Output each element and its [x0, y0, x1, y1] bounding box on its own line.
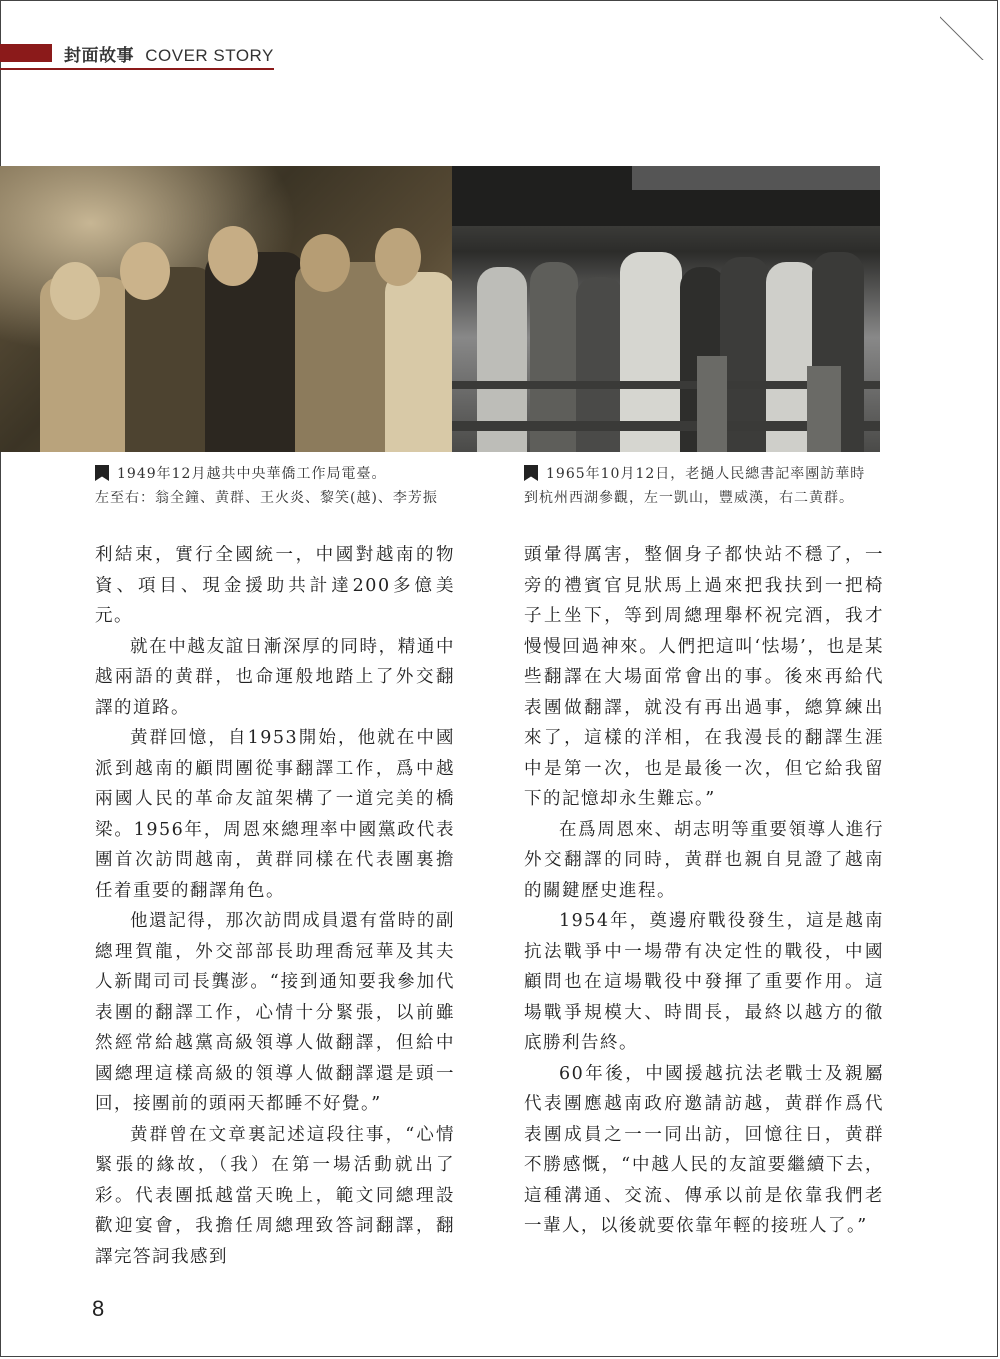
photo-figure-head	[50, 262, 100, 320]
photo-figure-head	[120, 242, 170, 300]
body-paragraph: 他還記得，那次訪問成員還有當時的副總理賀龍，外交部部長助理喬冠華及其夫人新聞司司長龔澎。“接到通知要我參加代表團的翻譯工作，心情十分緊張，以前雖然經常給越黨高級領導人做翻譯，但給中國總理這樣高級的領導人做翻譯還是頭一回，接團前的頭兩天都睡不好覺。”	[95, 911, 455, 1114]
photo-post	[697, 356, 727, 452]
photo-post	[807, 366, 841, 452]
body-paragraph: 在爲周恩來、胡志明等重要領導人進行外交翻譯的同時，黄群也親自見證了越南的關鍵歷史進程。	[524, 819, 884, 901]
page-corner-fold	[940, 0, 1000, 60]
page-number: 8	[92, 1296, 105, 1321]
photo-figure-head	[208, 226, 258, 286]
body-column-right	[524, 540, 884, 1242]
photo-figure-head	[375, 228, 421, 286]
caption-left-line1: 1949年12月越共中央華僑工作局電臺。	[117, 466, 387, 482]
caption-right-line1: 1965年10月12日，老撾人民總書記率團訪華時	[546, 466, 866, 482]
photo-pavilion-roof	[632, 166, 880, 190]
section-title	[64, 41, 274, 66]
bookmark-icon	[95, 465, 109, 481]
section-header	[0, 38, 280, 68]
photo-caption-left	[95, 462, 465, 510]
caption-right-line2: 到杭州西湖參觀，左一凱山，豐威漢，右二黄群。	[524, 490, 854, 506]
photo-figure	[295, 262, 395, 452]
body-paragraph: 利結束，實行全國統一，中國對越南的物資、項目、現金援助共計達200多億美元。	[95, 545, 455, 626]
body-paragraph: 頭暈得厲害，整個身子都快站不穩了，一旁的禮賓官見狀馬上過來把我扶到一把椅子上坐下，等到周總理舉杯祝完酒，我才慢慢回過神來。人們把這叫‘怯場’，也是某些翻譯在大場面常會出的事。後來再給代表團做翻譯，就没有再出過事，總算練出來了，這樣的洋相，在我漫長的翻譯生涯中是第一次，也是最後一次，但它給我留下的記憶却永生難忘。”	[524, 545, 884, 809]
header-rule	[0, 68, 274, 70]
photo-figure	[385, 272, 452, 452]
section-title-en: COVER STORY	[145, 46, 274, 65]
body-paragraph: 60年後，中國援越抗法老戰士及親屬代表團應越南政府邀請訪越，黄群作爲代表團成員之一一同出訪，回憶往日，黄群不勝感慨，“中越人民的友誼要繼續下去，這種溝通、交流、傳承以前是依靠我們老一輩人，以後就要依靠年輕的接班人了。”	[524, 1063, 884, 1236]
bookmark-icon	[524, 465, 538, 481]
body-column-left	[95, 540, 455, 1272]
photo-1965-west-lake	[452, 166, 880, 452]
section-title-zh: 封面故事	[64, 46, 134, 65]
photo-figure-head	[300, 234, 350, 292]
body-paragraph: 黄群曾在文章裏記述這段往事，“心情緊張的緣故，（我）在第一場活動就出了彩。代表團抵越當天晚上，範文同總理設歡迎宴會，我擔任周總理致答詞翻譯，翻譯完答詞我感到	[95, 1124, 455, 1267]
body-paragraph: 就在中越友誼日漸深厚的同時，精通中越兩語的黄群，也命運般地踏上了外交翻譯的道路。	[95, 636, 455, 718]
photo-1949-radio-station	[0, 166, 452, 452]
body-paragraph: 1954年，奠邊府戰役發生，這是越南抗法戰爭中一場帶有决定性的戰役，中國顧問也在這場戰役中發揮了重要作用。這場戰爭規模大、時間長，最終以越方的徹底勝利告終。	[524, 911, 884, 1053]
photo-caption-right	[524, 462, 894, 510]
body-paragraph: 黄群回憶，自1953開始，他就在中國派到越南的顧問團從事翻譯工作，爲中越兩國人民的革命友誼架構了一道完美的橋梁。1956年，周恩來總理率中國黨政代表團首次訪問越南，黄群同樣在代表團裏擔任着重要的翻譯角色。	[95, 728, 455, 901]
caption-left-line2: 左至右：翁全鐘、黄群、王火炎、黎笑(越)、李芳振	[95, 490, 438, 506]
header-accent-bar	[0, 44, 52, 62]
